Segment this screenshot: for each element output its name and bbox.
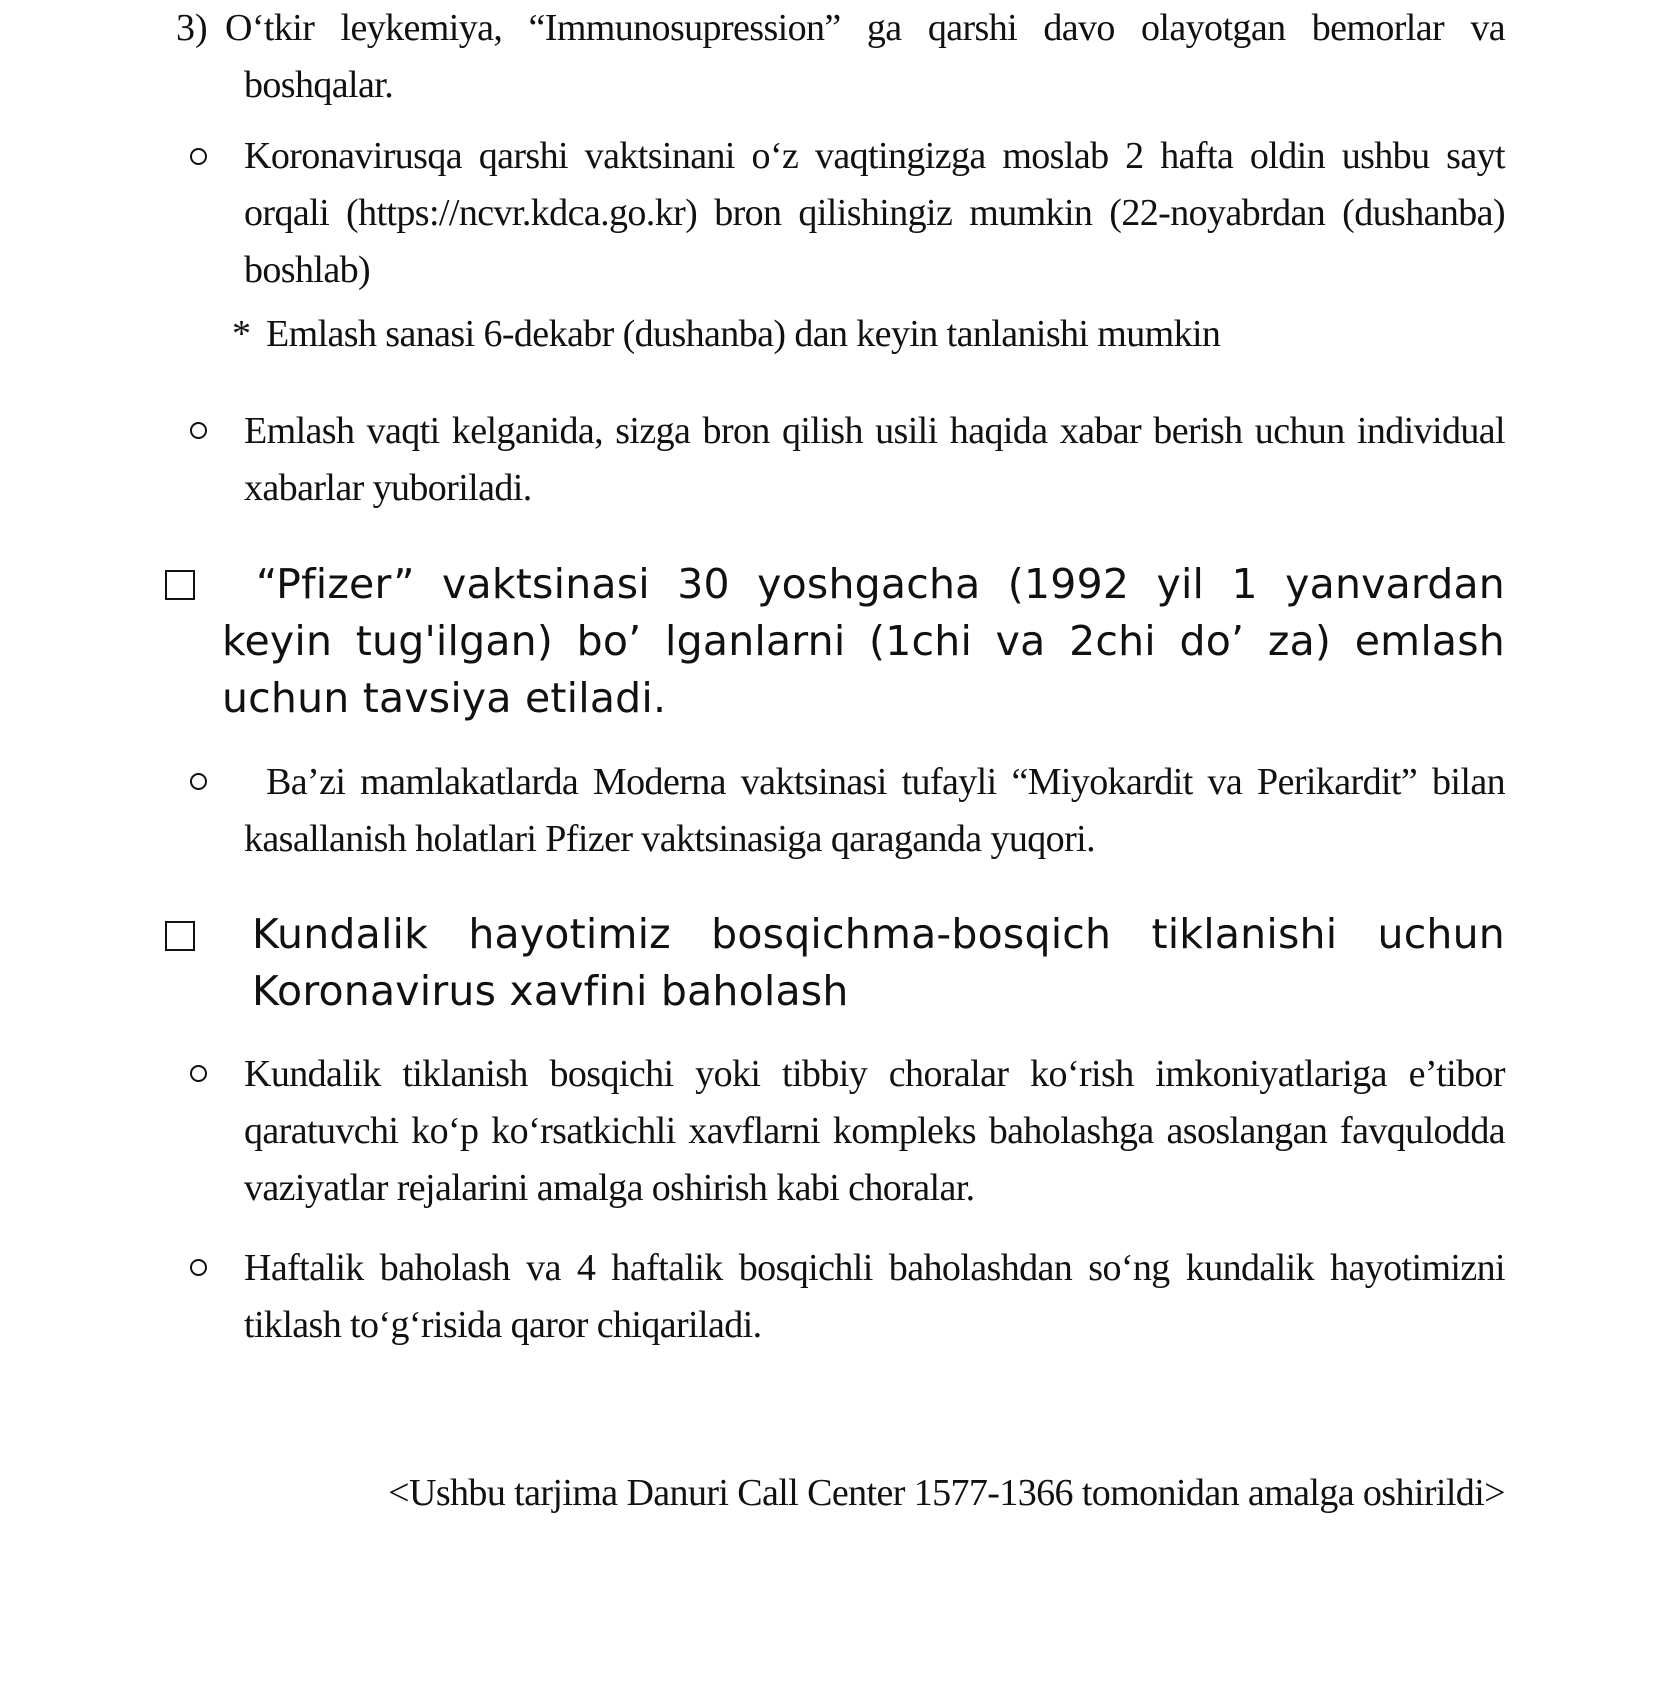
bullet-text: Emlash vaqti kelganida, sizga bron qilish usili haqida xabar berish uchun individual xabarlar yuboriladi. bbox=[244, 410, 1505, 509]
bullet-text: Kundalik tiklanish bosqichi yoki tibbiy choralar ko‘rish imkoniyatlariga e’tibor qaratuvchi ko‘p ko‘rsatkichli xavflarni kompleks baholashga asoslangan favqulodda vaziyatlar rejalarini amalga oshirish kabi choralar. bbox=[244, 1053, 1505, 1209]
bullet-circle-icon bbox=[190, 148, 207, 165]
bullet-circle-icon bbox=[190, 422, 207, 439]
list-item-text: O‘tkir leykemiya, “Immunosupression” ga qarshi davo olayotgan bemorlar va boshqalar. bbox=[225, 7, 1505, 106]
bullet-circle-icon bbox=[190, 1065, 207, 1082]
section-checkbox-icon bbox=[165, 570, 195, 600]
bullet-text: Koronavirusqa qarshi vaktsinani o‘z vaqtingizga moslab 2 hafta oldin ushbu sayt orqali (https://ncvr.kdca.go.kr) bron qilishingiz mumkin (22-noyabrdan (dushanba) boshlab) bbox=[244, 135, 1505, 291]
section-heading-pfizer: “Pfizer” vaktsinasi 30 yoshgacha (1992 yil 1 yanvardan keyin tug'ilgan) bo’ lganlarni (1chi va 2chi do’ za) emlash uchun tavsiya etiladi. bbox=[222, 560, 1505, 722]
list-number: 3) bbox=[176, 7, 208, 49]
section-checkbox-icon bbox=[165, 921, 195, 951]
section-heading-risk: Kundalik hayotimiz bosqichma-bosqich tiklanishi uchun Koronavirus xavfini baholash bbox=[252, 910, 1505, 1015]
bullet-text: Ba’zi mamlakatlarda Moderna vaktsinasi tufayli “Miyokardit va Perikardit” bilan kasallanish holatlari Pfizer vaktsinasiga qaraganda yuqori. bbox=[244, 761, 1505, 860]
asterisk-icon: * bbox=[232, 313, 251, 355]
bullet-circle-icon bbox=[190, 773, 207, 790]
note-text: Emlash sanasi 6-dekabr (dushanba) dan keyin tanlanishi mumkin bbox=[266, 313, 1221, 355]
bullet-circle-icon bbox=[190, 1259, 207, 1276]
bullet-text: Haftalik baholash va 4 haftalik bosqichli baholashdan so‘ng kundalik hayotimizni tiklash to‘g‘risida qaror chiqariladi. bbox=[244, 1247, 1505, 1346]
translation-credit: <Ushbu tarjima Danuri Call Center 1577-1366 tomonidan amalga oshirildi> bbox=[388, 1472, 1505, 1514]
